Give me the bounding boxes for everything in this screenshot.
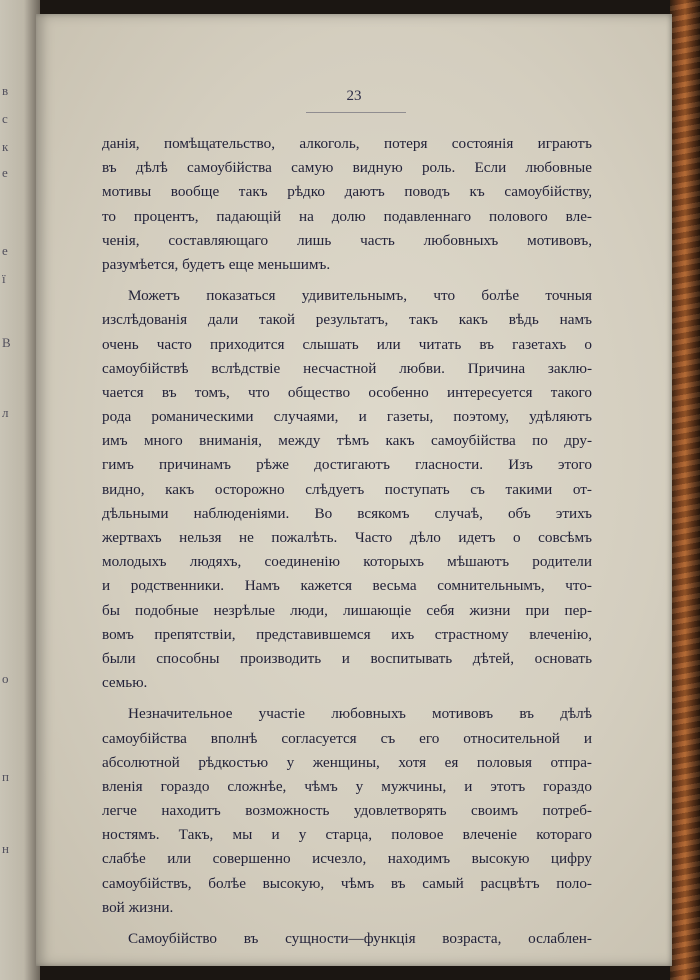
book-page xyxy=(36,14,672,966)
paragraph xyxy=(102,702,592,920)
body-text xyxy=(102,132,592,951)
text-line: ченія, составляющаго лишь часть любовныхъ мотивовъ, xyxy=(102,231,592,249)
facing-page-glyph: н xyxy=(2,841,9,856)
page-number-rule xyxy=(306,112,406,113)
facing-page-glyph: о xyxy=(2,671,9,686)
facing-page-glyph: л xyxy=(2,405,9,420)
text-line: ностямъ. Такъ, мы и у старца, половое влеченіе котораго xyxy=(102,826,592,844)
text-line: очень часто приходится слышать или читать въ газетахъ о xyxy=(102,335,592,353)
facing-page-glyph: е xyxy=(2,243,8,258)
text-line: данія, помѣщательство, алкоголь, потеря состоянія играютъ xyxy=(102,135,592,152)
text-line: самоубійства вполнѣ согласуется съ его относительной и xyxy=(102,729,592,747)
text-line: рода романическими случаями, и газеты, поэтому, удѣляютъ xyxy=(102,408,592,426)
facing-page-glyph: е xyxy=(2,165,8,180)
text-line: Незначительное участіе любовныхъ мотивовъ въ дѣлѣ xyxy=(128,705,592,723)
text-line: семью. xyxy=(102,674,148,692)
text-line: Можетъ показаться удивительнымъ, что болѣе точныя xyxy=(128,287,592,305)
text-line: видно, какъ осторожно слѣдуетъ поступать съ такими от- xyxy=(102,480,592,498)
text-line: изслѣдованія дали такой результатъ, такъ какъ вѣдь намъ xyxy=(102,311,592,329)
text-line: были способны производить и воспитывать дѣтей, основать xyxy=(102,649,592,667)
text-line: дѣльными наблюденіями. Во всякомъ случаѣ, объ этихъ xyxy=(102,504,592,522)
paragraph xyxy=(102,284,592,695)
text-line: мотивы вообще такъ рѣдко даютъ поводъ къ самоубійству, xyxy=(102,183,592,201)
text-line: самоубійствѣ вслѣдствіе несчастной любви. Причина заклю- xyxy=(102,359,592,377)
facing-page-glyph: В xyxy=(2,335,11,350)
text-line: абсолютной рѣдкостью у женщины, хотя ея половыя отпра- xyxy=(102,753,592,771)
text-line: Самоубійство въ сущности—функція возраста, ослаблен- xyxy=(128,930,592,947)
page-number: 23 xyxy=(346,88,362,104)
text-line: вленія гораздо сложнѣе, чѣмъ у мужчины, и этотъ гораздо xyxy=(102,777,592,795)
text-line: имъ много вниманія, между тѣмъ какъ самоубійства по дру- xyxy=(102,432,592,450)
text-line: въ дѣлѣ самоубійства самую видную роль. Если любовные xyxy=(102,159,592,177)
text-line: то процентъ, падающій на долю подавленнаго полового вле- xyxy=(102,207,592,225)
facing-page-edge xyxy=(0,0,40,980)
text-line: разумѣется, будетъ еще меньшимъ. xyxy=(102,255,331,273)
text-line: самоубійствъ, болѣе высокую, чѣмъ въ самый расцвѣтъ поло- xyxy=(102,874,592,892)
facing-page-glyph: с xyxy=(2,111,8,126)
facing-page-glyph: к xyxy=(2,139,9,154)
text-line: слабѣе или совершенно исчезло, находимъ высокую цифру xyxy=(102,850,592,868)
book-spine xyxy=(670,0,700,980)
text-line: бы подобные незрѣлые люди, лишающіе себя жизни при пер- xyxy=(102,601,592,619)
facing-page-glyph: п xyxy=(2,769,9,784)
paragraph xyxy=(102,927,592,951)
paragraph xyxy=(102,132,592,277)
text-line: вомъ препятствіи, представившемся ихъ страстному влеченію, xyxy=(102,625,592,643)
text-line: молодыхъ людяхъ, соединенію которыхъ мѣшаютъ родители xyxy=(102,553,592,571)
facing-page-glyph: ї xyxy=(2,271,6,286)
text-line: и родственники. Намъ кажется весьма сомнительнымъ, что- xyxy=(102,577,592,595)
text-line: жертвахъ нельзя не пожалѣть. Часто дѣло идетъ о совсѣмъ xyxy=(102,529,592,546)
text-line: вой жизни. xyxy=(102,898,174,916)
facing-page-glyph: в xyxy=(2,83,9,98)
text-line: легче находитъ возможность удовлетворять своимъ потреб- xyxy=(102,802,592,820)
text-line: чается въ томъ, что общество особенно интересуется такого xyxy=(102,383,592,401)
text-line: гимъ причинамъ рѣже достигаютъ гласности. Изъ этого xyxy=(102,456,592,474)
